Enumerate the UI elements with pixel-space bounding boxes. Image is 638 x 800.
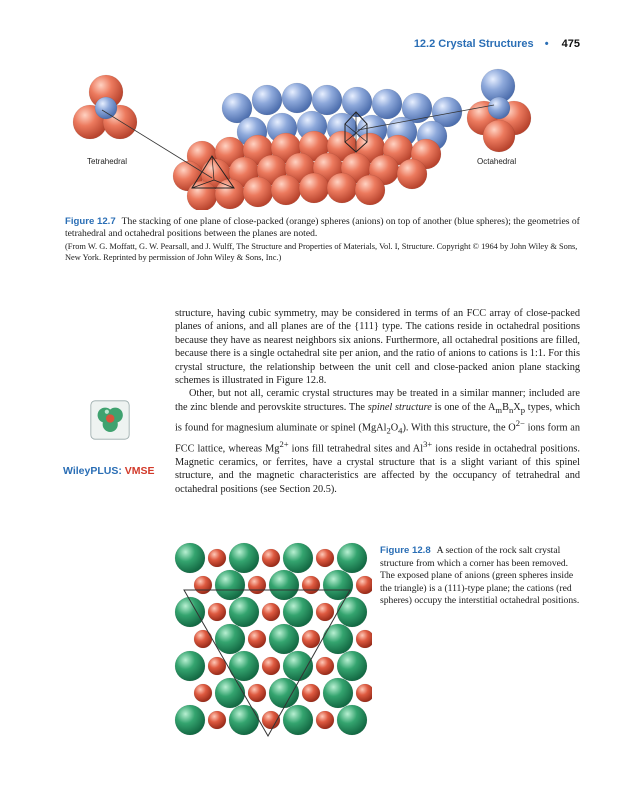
cluster-sphere [95, 97, 117, 119]
blue-sphere [312, 85, 342, 115]
orange-sphere [327, 173, 357, 203]
orange-sphere [271, 175, 301, 205]
cation-sphere [316, 603, 334, 621]
tetrahedral-sphere-cluster [73, 75, 137, 139]
rock-salt-spheres [175, 543, 372, 735]
figure-12-7-caption-text: The stacking of one plane of close-packed (orange) spheres (anions) on top of another (blue spheres); the geometries of tetrahedral and octahedral positions between the planes are noted. [65, 216, 580, 239]
cation-sphere [262, 657, 280, 675]
body-text [175, 307, 580, 496]
section-title: 12.2 Crystal Structures [413, 38, 534, 50]
anion-sphere [175, 705, 205, 735]
anion-sphere [283, 543, 313, 573]
wileyplus-vmse-link[interactable]: WileyPLUS: VMSE [63, 465, 155, 477]
anion-sphere [229, 597, 259, 627]
vmse-molecule-icon[interactable] [90, 400, 130, 440]
paragraph-2: Other, but not all, ceramic crystal structures may be treated in a similar manner; included are the zinc blende and perovskite structures. The spinel structure is one of the $A_mB_nX_p$ types, which is found for magnesium aluminate or spinel $(MgAl_2O_4)$. With this structure, the $O^{2-}$ ions form an FCC lattice, whereas $Mg^{2+}$ ions fill tetrahedral sites and $Al^{3+}$ ions reside in octahedral positions. Magnetic ceramics, or ferrites, have a crystal structure that is a slight variant of this spinel structure, and the magnetic characteristics are affected by the occupancy of tetrahedral and octahedral positions (see Section 20.5). [175, 388, 581, 495]
anion-sphere [337, 597, 367, 627]
cation-sphere [248, 684, 266, 702]
blue-sphere [252, 85, 282, 115]
cation-sphere [208, 603, 226, 621]
cation-sphere [356, 684, 372, 702]
cation-sphere [316, 549, 334, 567]
orange-sphere [243, 177, 273, 207]
anion-sphere [175, 543, 205, 573]
cation-sphere [248, 576, 266, 594]
figure-12-7-illustration [62, 60, 582, 210]
figure-12-7-label: Figure 12.7 [65, 216, 116, 227]
cation-sphere [316, 711, 334, 729]
anion-sphere [229, 705, 259, 735]
anion-sphere [229, 543, 259, 573]
anion-sphere [215, 570, 245, 600]
cation-sphere [302, 630, 320, 648]
cation-sphere [356, 630, 372, 648]
orange-sphere [215, 179, 245, 209]
figure-12-8-caption-text: A section of the rock salt crystal structure from which a corner has been removed. The exposed plane of anions (green spheres inside the triangle) is a (111)-type plane; the cations (red spheres) occupy the interstitial octahedral positions. [380, 545, 580, 607]
figure-12-7-caption [65, 216, 585, 263]
anion-sphere [323, 570, 353, 600]
cation-sphere [302, 576, 320, 594]
page-number: 475 [561, 38, 580, 50]
cation-sphere [356, 576, 372, 594]
wileyplus-brand: WileyPLUS [63, 465, 119, 477]
anion-sphere [337, 705, 367, 735]
anion-sphere [215, 624, 245, 654]
orange-sphere [355, 175, 385, 205]
figure-12-7-source: (From W. G. Moffatt, G. W. Pearsall, and J. Wulff, The Structure and Properties of Materials, Vol. I, Structure. Copyright © 1964 by John Wiley & Sons, New York. Reprinted by permission of John Wiley & Sons, Inc.) [65, 242, 578, 262]
paragraph-1: structure, having cubic symmetry, may be considered in terms of an FCC array of close-packed planes of anions, and all planes are of the {111} type. The cations reside in octahedral positions because they have as nearest neighbors six anions. Furthermore, all octahedral positions are filled, because there is a single octahedral site per anion, and the ratio of anions to cations is 1:1. For this crystal structure, the relationship between the unit cell and close-packed anion plane stacking schemes is illustrated in Figure 12.8. [175, 308, 580, 387]
octahedral-label: Octahedral [477, 157, 517, 166]
anion-sphere [337, 543, 367, 573]
running-header [414, 38, 580, 50]
blue-sphere [282, 83, 312, 113]
anion-sphere [175, 597, 205, 627]
anion-sphere [337, 651, 367, 681]
figure-12-8-label: Figure 12.8 [380, 545, 431, 556]
cation-sphere [194, 630, 212, 648]
tetrahedral-label: Tetrahedral [87, 157, 128, 166]
figure-12-8-caption [380, 545, 580, 608]
anion-sphere [323, 678, 353, 708]
orange-sphere [397, 159, 427, 189]
cation-sphere [208, 657, 226, 675]
cation-sphere [316, 657, 334, 675]
figure-12-8-illustration [172, 540, 372, 750]
cluster-sphere [488, 97, 510, 119]
blue-sphere [372, 89, 402, 119]
anion-sphere [283, 597, 313, 627]
anion-sphere [269, 624, 299, 654]
cation-sphere [194, 576, 212, 594]
anion-sphere [283, 705, 313, 735]
anion-sphere [283, 651, 313, 681]
cation-sphere [262, 549, 280, 567]
orange-sphere [187, 181, 217, 210]
cation-sphere [248, 630, 266, 648]
anion-sphere [215, 678, 245, 708]
orange-sphere [299, 173, 329, 203]
cation-sphere [208, 549, 226, 567]
octahedral-sphere-cluster [467, 69, 531, 152]
header-separator: • [544, 38, 549, 50]
cation-sphere [302, 684, 320, 702]
anion-sphere [175, 651, 205, 681]
cluster-sphere [483, 120, 515, 152]
anion-sphere [269, 678, 299, 708]
vmse-tag: VMSE [124, 465, 155, 477]
anion-sphere [269, 570, 299, 600]
cation-sphere [262, 603, 280, 621]
cation-sphere [208, 711, 226, 729]
cation-sphere [194, 684, 212, 702]
anion-sphere [323, 624, 353, 654]
